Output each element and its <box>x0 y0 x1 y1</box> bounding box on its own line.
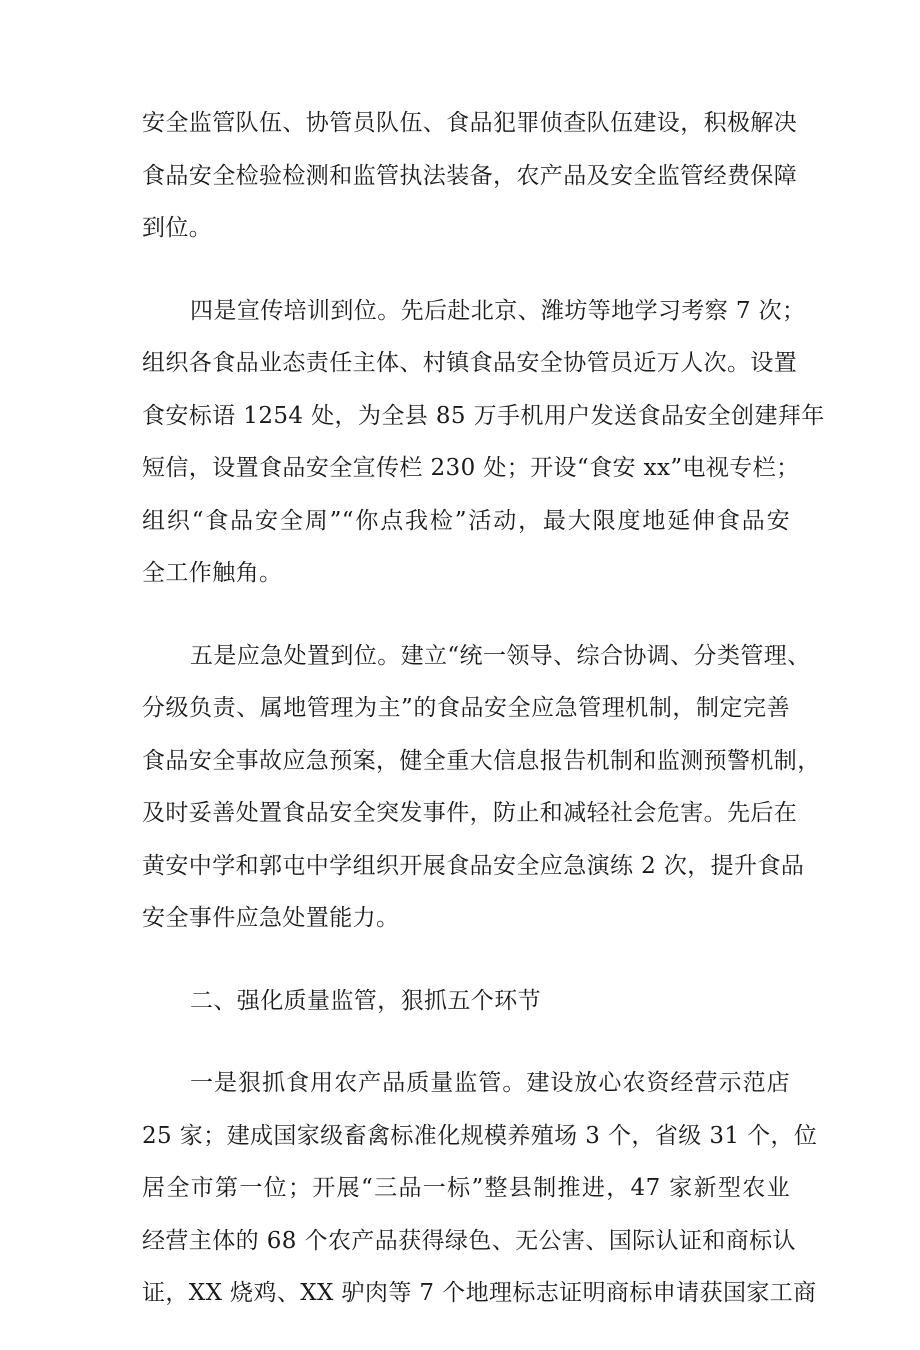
text-line: 五是应急处置到位。建立“统一领导、综合协调、分类管理、 <box>190 642 811 669</box>
heading-text: 二、强化质量监管，狠抓五个环节 <box>190 987 541 1014</box>
section-heading <box>142 975 790 1028</box>
text-line: 及时妥善处置食品安全突发事件，防止和减轻社会危害。先后在 <box>142 800 798 826</box>
text-line: 组织“食品安全周”“你点我检”活动，最大限度地延伸食品安 <box>142 507 790 534</box>
text-line: 安全监管队伍、协管员队伍、食品犯罪侦查队伍建设，积极解决 <box>142 110 798 136</box>
text-line: 到位。 <box>142 215 213 241</box>
text-line: 黄安中学和郭屯中学组织开展食品安全应急演练 2 次，提升食品 <box>142 852 805 879</box>
text-line: 食品安全检验检测和监管执法装备，农产品及安全监管经费保障 <box>142 162 798 189</box>
text-line: 居全市第一位；开展“三品一标”整县制推进，47 家新型农业 <box>142 1175 790 1201</box>
text-line: 一是狠抓食用农产品质量监管。建设放心农资经营示范店 <box>190 1070 790 1096</box>
paragraph-continuation <box>142 97 798 255</box>
text-line: 分级负责、属地管理为主”的食品安全应急管理机制，制定完善 <box>142 695 790 721</box>
paragraph-emergency-response <box>142 630 821 945</box>
paragraph-agri-quality <box>142 1057 818 1320</box>
text-line: 证，XX 烧鸡、XX 驴肉等 7 个地理标志证明商标申请获国家工商 <box>142 1280 817 1306</box>
text-line: 食安标语 1254 处，为全县 85 万手机用户发送食品安全创建拜年 <box>142 402 825 429</box>
text-line: 组织各食品业态责任主体、村镇食品安全协管员近万人次。设置 <box>142 350 798 376</box>
text-line: 全工作触角。 <box>142 560 283 586</box>
text-line: 安全事件应急处置能力。 <box>142 905 400 931</box>
document-body <box>142 97 825 1350</box>
text-line: 经营主体的 68 个农产品获得绿色、无公害、国际认证和商标认 <box>142 1227 796 1254</box>
text-line: 短信，设置食品安全宣传栏 230 处；开设“食安 xx”电视专栏； <box>142 455 800 481</box>
paragraph-publicity-training <box>142 285 825 600</box>
text-line: 25 家；建成国家级畜禽标准化规模养殖场 3 个，省级 31 个，位 <box>142 1122 818 1149</box>
text-line: 四是宣传培训到位。先后赴北京、潍坊等地学习考察 7 次； <box>190 297 806 324</box>
text-line: 食品安全事故应急预案，健全重大信息报告机制和监测预警机制， <box>142 747 821 774</box>
